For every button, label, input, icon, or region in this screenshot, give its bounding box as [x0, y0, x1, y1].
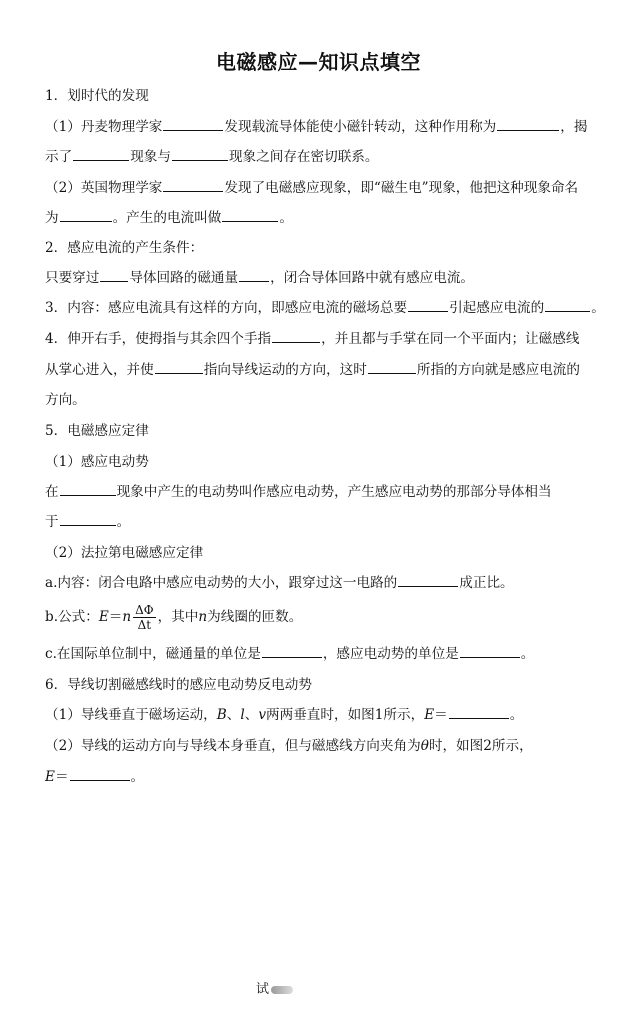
- blank[interactable]: [100, 268, 128, 282]
- symbol-l: l: [240, 707, 245, 723]
- s1-paragraph-1-line-1: （1）丹麦物理学家 发现载流导体能使小磁针转动，这种作用称为 ，揭: [45, 119, 588, 135]
- formula-fraction: [133, 603, 156, 632]
- blank[interactable]: [73, 147, 129, 161]
- page-footer: 试: [256, 978, 293, 997]
- section-3-line: 3．内容：感应电流具有这样的方向，即感应电流的磁场总要 引起感应电流的 。: [45, 300, 605, 316]
- blank[interactable]: [460, 644, 520, 658]
- s1-paragraph-2-line-2: 为 。产生的电流叫做 。: [45, 210, 293, 226]
- blank[interactable]: [497, 117, 559, 131]
- symbol-E: E: [424, 707, 435, 723]
- symbol-v: v: [258, 707, 267, 723]
- scan-smudge: [271, 986, 293, 994]
- s2-line: 只要穿过 导体回路的磁通量 ，闭合导体回路中就有感应电流。: [45, 270, 475, 286]
- blank[interactable]: [262, 644, 322, 658]
- s1-paragraph-1-line-2: 示了 现象与 现象之间存在密切联系。: [45, 149, 379, 165]
- section-4-line-3: 方向。: [45, 392, 86, 408]
- blank[interactable]: [272, 329, 320, 343]
- blank[interactable]: [155, 360, 203, 374]
- section-6-heading: 6．导线切割磁感线时的感应电动势反电动势: [45, 677, 312, 693]
- symbol-E: E: [45, 769, 55, 785]
- s5-item-a: a.内容：闭合电路中感应电动势的大小，跟穿过这一电路的 成正比。: [45, 575, 514, 591]
- s6-paragraph-2-line-2: E＝ 。: [45, 769, 145, 785]
- symbol-n: n: [198, 609, 208, 625]
- s5-sub-2: （2）法拉第电磁感应定律: [45, 545, 204, 561]
- blank[interactable]: [60, 482, 116, 496]
- blank[interactable]: [60, 208, 112, 222]
- symbol-E: E: [98, 609, 109, 625]
- blank[interactable]: [163, 178, 223, 192]
- section-4-line-2: 从掌心进入，并使 指向导线运动的方向，这时 所指的方向就是感应电流的: [45, 362, 580, 378]
- symbol-theta: θ: [420, 738, 429, 754]
- blank[interactable]: [70, 767, 130, 781]
- blank[interactable]: [239, 268, 269, 282]
- blank[interactable]: [398, 573, 458, 587]
- s6-paragraph-1: （1）导线垂直于磁场运动，B、l、v两两垂直时，如图1所示，E＝ 。: [45, 707, 524, 723]
- blank[interactable]: [163, 117, 223, 131]
- s6-paragraph-2-line-1: （2）导线的运动方向与导线本身垂直，但与磁感线方向夹角为θ时，如图2所示，: [45, 738, 533, 754]
- fraction-denominator: Δt: [137, 618, 152, 632]
- symbol-n: n: [122, 609, 132, 625]
- s5-item-b-formula: b.公式：E＝n $\frac{\Delta\Phi}{\Delta t}$ ，其中n为线圈的匝数。: [45, 603, 303, 632]
- blank[interactable]: [545, 298, 590, 312]
- s5-paragraph-1-line-1: 在 现象中产生的电动势叫作感应电动势，产生感应电动势的那部分导体相当: [45, 484, 552, 500]
- blank[interactable]: [172, 147, 228, 161]
- blank[interactable]: [408, 298, 448, 312]
- page-title: 电磁感应—知识点填空: [216, 50, 421, 74]
- s5-item-c: c.在国际单位制中，磁通量的单位是 ，感应电动势的单位是 。: [45, 646, 535, 662]
- blank[interactable]: [368, 360, 416, 374]
- section-4-line-1: 4．伸开右手，使拇指与其余四个手指 ，并且都与手掌在同一个平面内；让磁感线: [45, 331, 580, 347]
- section-1-heading: 1．划时代的发现: [45, 88, 149, 104]
- blank[interactable]: [449, 705, 509, 719]
- s5-paragraph-1-line-2: 于 。: [45, 514, 131, 530]
- s1-paragraph-2-line-1: （2）英国物理学家 发现了电磁感应现象，即“磁生电”现象，他把这种现象命名: [45, 180, 579, 196]
- s5-sub-1: （1）感应电动势: [45, 454, 149, 470]
- symbol-B: B: [216, 707, 227, 723]
- section-5-heading: 5．电磁感应定律: [45, 423, 149, 439]
- fraction-numerator: ΔΦ: [135, 603, 154, 617]
- blank[interactable]: [60, 512, 116, 526]
- section-2-heading: 2．感应电流的产生条件：: [45, 240, 204, 256]
- blank[interactable]: [222, 208, 278, 222]
